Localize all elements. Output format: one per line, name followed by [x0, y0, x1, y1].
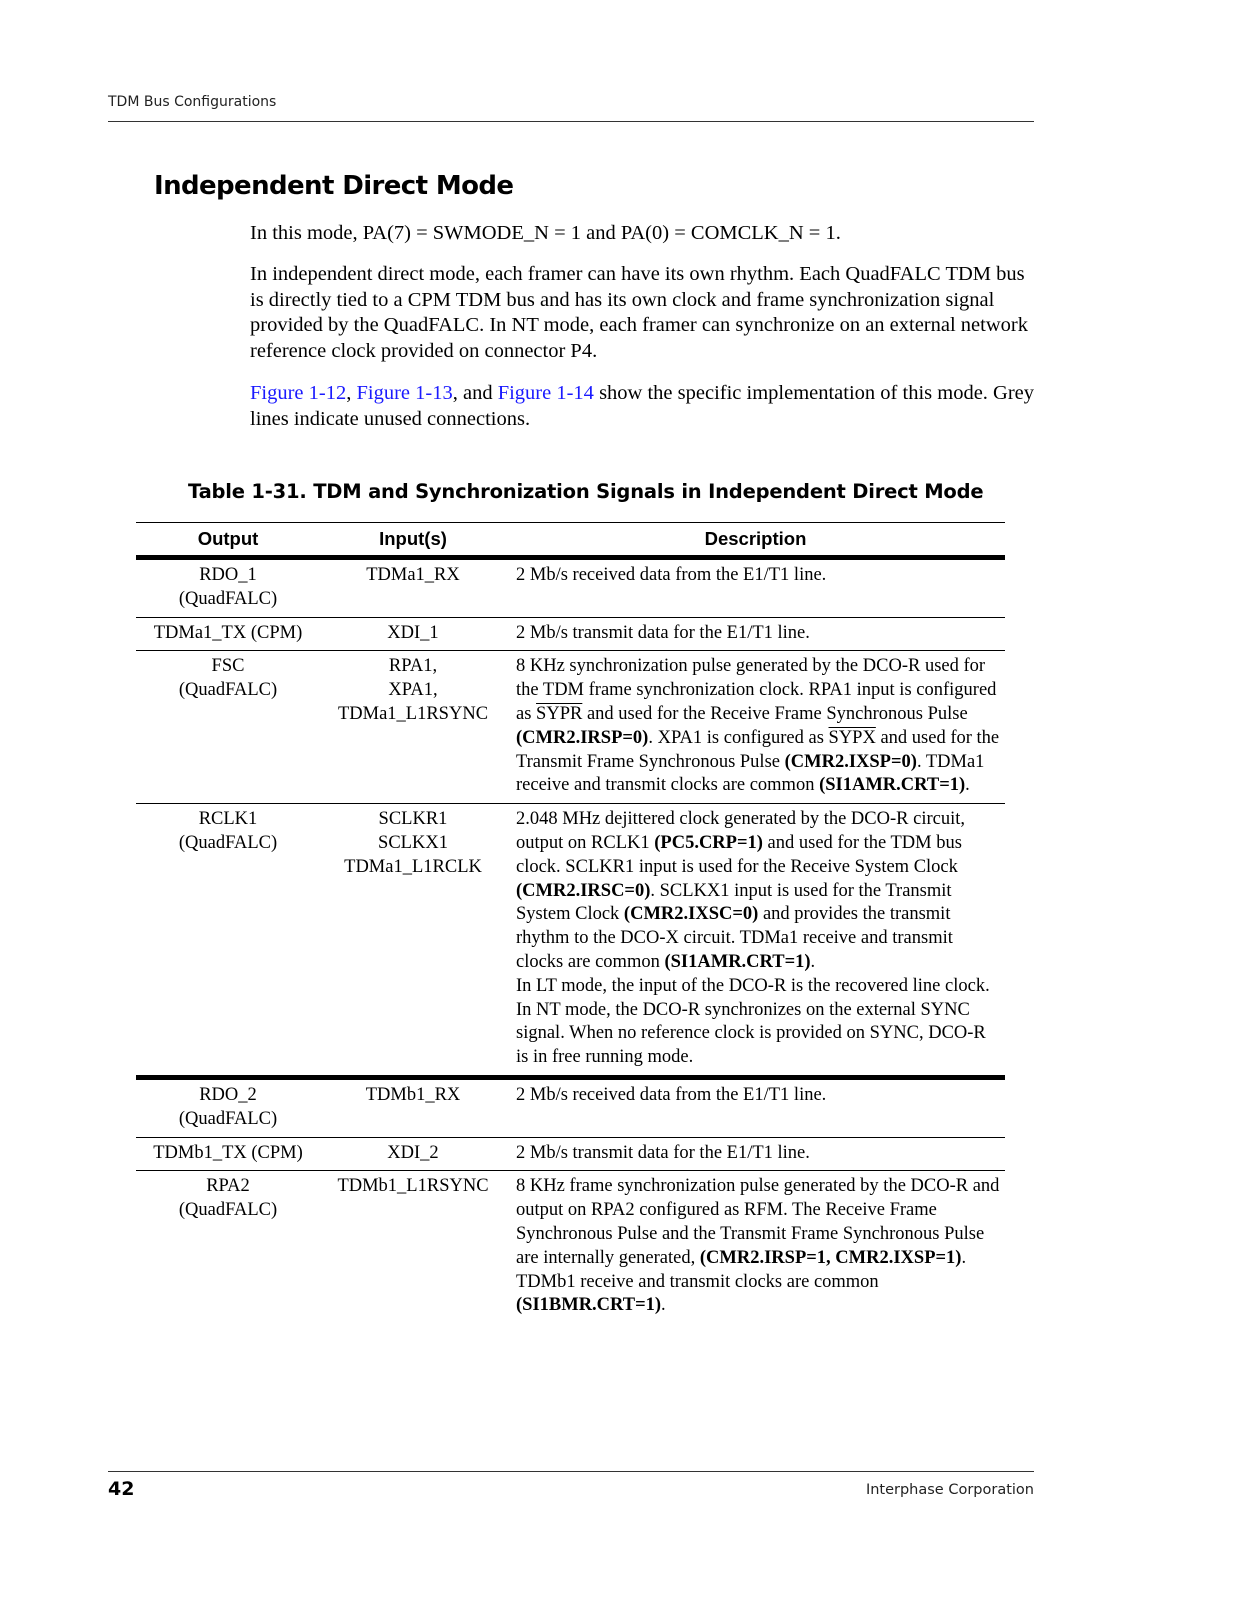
output-cell: [136, 617, 320, 651]
table-row: [136, 558, 1005, 618]
output-cell: [136, 804, 320, 1078]
output-cell: [136, 1171, 320, 1323]
output-cell-line: RDO_1: [199, 565, 257, 585]
inputs-cell-line: XPA1,: [388, 680, 438, 701]
table-row: [136, 617, 1005, 651]
register-setting: (SI1AMR.CRT=1): [819, 775, 966, 796]
inputs-cell-line: TDMb1_L1RSYNC: [337, 1176, 489, 1197]
description-cell: [506, 804, 1005, 1078]
column-header-description: Description: [506, 523, 1005, 558]
description-text: . TDMa1 receive and transmit clocks are common: [516, 751, 985, 796]
table-row: [136, 1171, 1005, 1323]
register-setting: (SI1AMR.CRT=1): [664, 951, 811, 972]
table-row: [136, 804, 1005, 1078]
register-setting: (SI1BMR.CRT=1): [516, 1295, 662, 1316]
description-cell: [506, 1077, 1005, 1137]
description-text: 2 Mb/s transmit data for the E1/T1 line.: [516, 622, 810, 643]
inputs-cell: [320, 558, 506, 618]
signals-table: [136, 522, 1005, 1323]
description-text: and used for the Receive Frame Synchronous Pulse: [582, 703, 968, 724]
output-cell-line: (QuadFALC): [178, 588, 278, 609]
separator-text: , and: [452, 382, 498, 404]
description-text: .: [965, 775, 970, 796]
register-setting: (CMR2.IXSP=0): [784, 751, 917, 772]
inputs-cell-line: TDMa1_L1RSYNC: [337, 703, 489, 724]
paragraph-mode-settings: [250, 221, 1035, 247]
column-header-inputs: Input(s): [320, 523, 506, 558]
register-setting: (CMR2.IRSC=0): [516, 880, 651, 901]
page-number: 42: [108, 1478, 135, 1500]
inputs-cell: [320, 1137, 506, 1171]
figure-1-14-link[interactable]: Figure 1-14: [497, 382, 594, 404]
output-cell-line: RPA2: [206, 1176, 250, 1197]
inputs-cell-line: RPA1,: [388, 656, 438, 677]
column-header-output: Output: [136, 523, 320, 558]
description-cell: [506, 617, 1005, 651]
footer-rule: [108, 1471, 1034, 1472]
inputs-cell-line: SCLKR1: [378, 809, 448, 830]
table-row: [136, 1137, 1005, 1171]
inputs-cell: [320, 651, 506, 804]
table-header-row: [136, 523, 1005, 558]
description-text: 2.048 MHz dejittered clock generated by the DCO-R circuit, output on RCLK1: [516, 809, 965, 853]
description-text: 2 Mb/s received data from the E1/T1 line.: [516, 1084, 827, 1105]
inputs-cell-line: TDMa1_L1RCLK: [344, 856, 482, 877]
section-title: Independent Direct Mode: [154, 171, 514, 201]
output-cell: [136, 651, 320, 804]
signal-name: SYPX: [828, 727, 876, 748]
header-rule: [108, 121, 1034, 122]
description-text: 2 Mb/s received data from the E1/T1 line.: [516, 565, 827, 585]
paragraph-figure-references: [250, 381, 1035, 432]
description-cell: [506, 651, 1005, 804]
output-cell-line: RDO_2: [199, 1084, 257, 1105]
inputs-cell: [320, 804, 506, 1078]
signal-name: SYPR: [536, 703, 583, 724]
output-cell-line: TDMb1_TX (CPM): [153, 1142, 303, 1163]
company-name: Interphase Corporation: [865, 1482, 1034, 1498]
output-cell-line: FSC: [211, 656, 245, 677]
description-text: and used for the Transmit Frame Synchronous Pulse: [516, 727, 1000, 772]
inputs-cell: [320, 1171, 506, 1323]
output-cell: [136, 1077, 320, 1137]
inputs-cell: [320, 617, 506, 651]
inputs-cell: [320, 1077, 506, 1137]
description-text: and used for the TDM bus clock. SCLKR1 input is used for the Receive System Clock: [516, 832, 962, 877]
inputs-cell-line: XDI_1: [387, 622, 439, 643]
description-cell: [506, 558, 1005, 618]
description-text: . TDMb1 receive and transmit clocks are common: [516, 1247, 967, 1292]
running-header: TDM Bus Configurations: [108, 94, 277, 110]
register-setting: (PC5.CRP=1): [654, 832, 763, 853]
description-cell: [506, 1171, 1005, 1323]
inputs-cell-line: TDMa1_RX: [366, 565, 460, 585]
paragraph-text: show the specific implementation of this mode. Grey lines indicate unused connections.: [250, 382, 1035, 430]
description-text: 2 Mb/s transmit data for the E1/T1 line.: [516, 1142, 810, 1163]
description-cell: [506, 1137, 1005, 1171]
output-cell-line: TDMa1_TX (CPM): [153, 622, 303, 643]
output-cell: [136, 1137, 320, 1171]
inputs-cell-line: TDMb1_RX: [365, 1084, 461, 1105]
description-text: In NT mode, the DCO-R synchronizes on the external SYNC signal. When no reference clock is provided on SYNC, DCO-R is in free running mode.: [516, 999, 986, 1068]
paragraph-text: In independent direct mode, each framer can have its own rhythm. Each QuadFALC TDM bus is directly tied to a CPM TDM bus and has its own clock and frame synchronization signal provided by the QuadFALC. In NT mode, each framer can synchronize on an external network reference clock provided on connector P4.: [250, 263, 1028, 362]
description-text: . XPA1 is configured as: [648, 727, 829, 748]
register-setting: (CMR2.IRSP=0): [516, 727, 649, 748]
output-cell: [136, 558, 320, 618]
output-cell-line: (QuadFALC): [178, 832, 278, 853]
output-cell-line: RCLK1: [198, 809, 258, 830]
inputs-cell-line: XDI_2: [387, 1142, 439, 1163]
description-text: 8 KHz frame synchronization pulse generated by the DCO-R and output on RPA2 configured as RFM. The Receive Frame Synchronous Pulse and the Transmit Frame Synchronous Pulse are internally generated,: [516, 1176, 1000, 1268]
paragraph-text: In this mode, PA(7) = SWMODE_N = 1 and PA(0) = COMCLK_N = 1.: [250, 222, 841, 244]
description-text: .: [810, 951, 816, 972]
register-setting: (CMR2.IXSC=0): [623, 904, 759, 925]
description-text: 8 KHz synchronization pulse generated by the DCO-R used for the TDM frame synchronization clock. RPA1 input is configured as: [516, 656, 997, 724]
register-setting: (CMR2.IRSP=1, CMR2.IXSP=1): [699, 1247, 962, 1268]
inputs-cell-line: SCLKX1: [378, 832, 448, 853]
table-caption: Table 1-31. TDM and Synchronization Signals in Independent Direct Mode: [188, 480, 984, 503]
figure-1-12-link[interactable]: Figure 1-12: [250, 382, 347, 404]
description-text: and provides the transmit rhythm to the DCO-X circuit. TDMa1 receive and transmit clocks are common: [516, 904, 953, 972]
figure-1-13-link[interactable]: Figure 1-13: [356, 382, 453, 404]
description-text: .: [661, 1295, 666, 1316]
output-cell-line: (QuadFALC): [178, 680, 278, 701]
description-text: . SCLKX1 input is used for the Transmit System Clock: [516, 880, 952, 925]
table-row: [136, 651, 1005, 804]
paragraph-mode-description: [250, 262, 1035, 364]
description-text: In LT mode, the input of the DCO-R is the recovered line clock.: [516, 975, 990, 996]
output-cell-line: (QuadFALC): [178, 1108, 278, 1129]
separator-text: ,: [346, 382, 357, 404]
output-cell-line: (QuadFALC): [178, 1200, 278, 1221]
table-row: [136, 1077, 1005, 1137]
